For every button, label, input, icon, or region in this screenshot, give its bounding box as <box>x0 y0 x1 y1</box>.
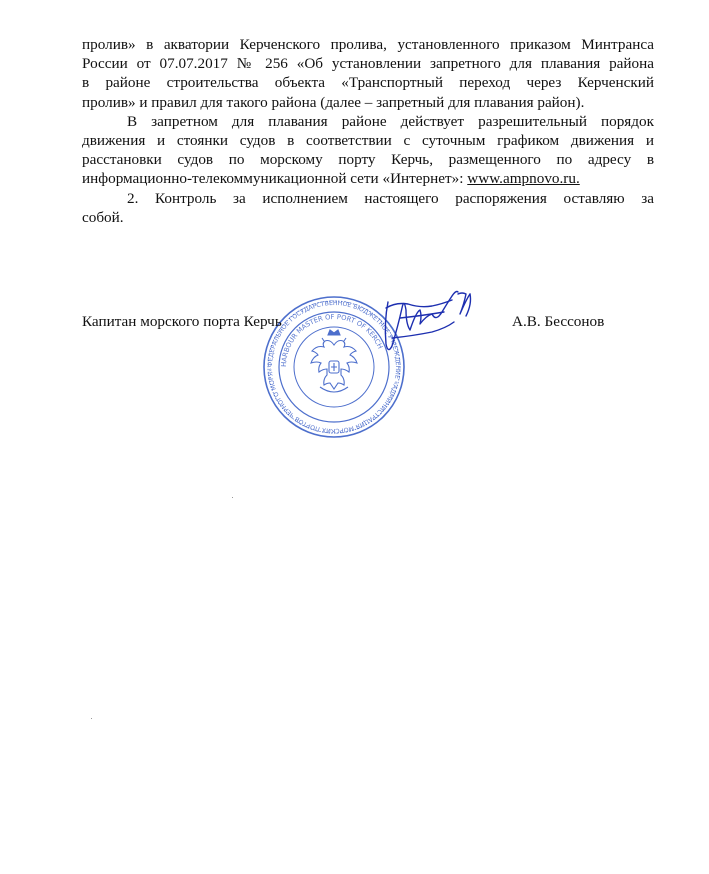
text-line-prefix: информационно-телекоммуникационной сети «Интернет»: <box>82 170 468 188</box>
coat-of-arms-icon <box>311 330 357 392</box>
text-line: пролив» и правил для такого района (далее – запретный для плавания район). <box>82 93 585 111</box>
text-line: 2. Контроль за исполнением настоящего распоряжения оставляю за <box>127 189 654 207</box>
text-line: в районе строительства объекта «Транспортный переход через Керченский <box>82 74 654 92</box>
scan-speck <box>232 497 233 498</box>
document-body <box>82 35 654 227</box>
signatory-position: Капитан морского порта Керчь <box>82 313 282 330</box>
scan-speck <box>91 718 92 719</box>
stamp-inner-text: HARBOUR MASTER OF PORT OF KERCH <box>279 312 385 368</box>
website-link[interactable]: www.ampnovo.ru. <box>467 170 580 188</box>
signatory-name: А.В. Бессонов <box>512 313 605 330</box>
paragraph-3 <box>82 189 654 227</box>
text-line: В запретном для плавания районе действует разрешительный порядок <box>127 112 654 130</box>
paragraph-1 <box>82 35 654 112</box>
text-line: пролив» в акватории Керченского пролива, установленного приказом Минтранса <box>82 36 654 53</box>
stamp-outer-text: ФЕДЕРАЛЬНОЕ ГОСУДАРСТВЕННОЕ БЮДЖЕТНОЕ УЧРЕЖДЕНИЕ «АДМИНИСТРАЦИЯ МОРСКИХ ПОРТОВ ЧЕРНОГО МОРЯ» <box>266 299 402 435</box>
handwritten-signature <box>370 288 480 358</box>
text-line: расстановки судов по морскому порту Керчь, размещенного по адресу в <box>82 151 654 169</box>
text-line: России от 07.07.2017 № 256 «Об установлении запретного для плавания района <box>82 55 654 73</box>
text-line <box>82 169 654 188</box>
text-line: собой. <box>82 208 124 226</box>
paragraph-2 <box>82 112 654 189</box>
text-line: движения и стоянки судов в соответствии с суточным графиком движения и <box>82 132 654 150</box>
